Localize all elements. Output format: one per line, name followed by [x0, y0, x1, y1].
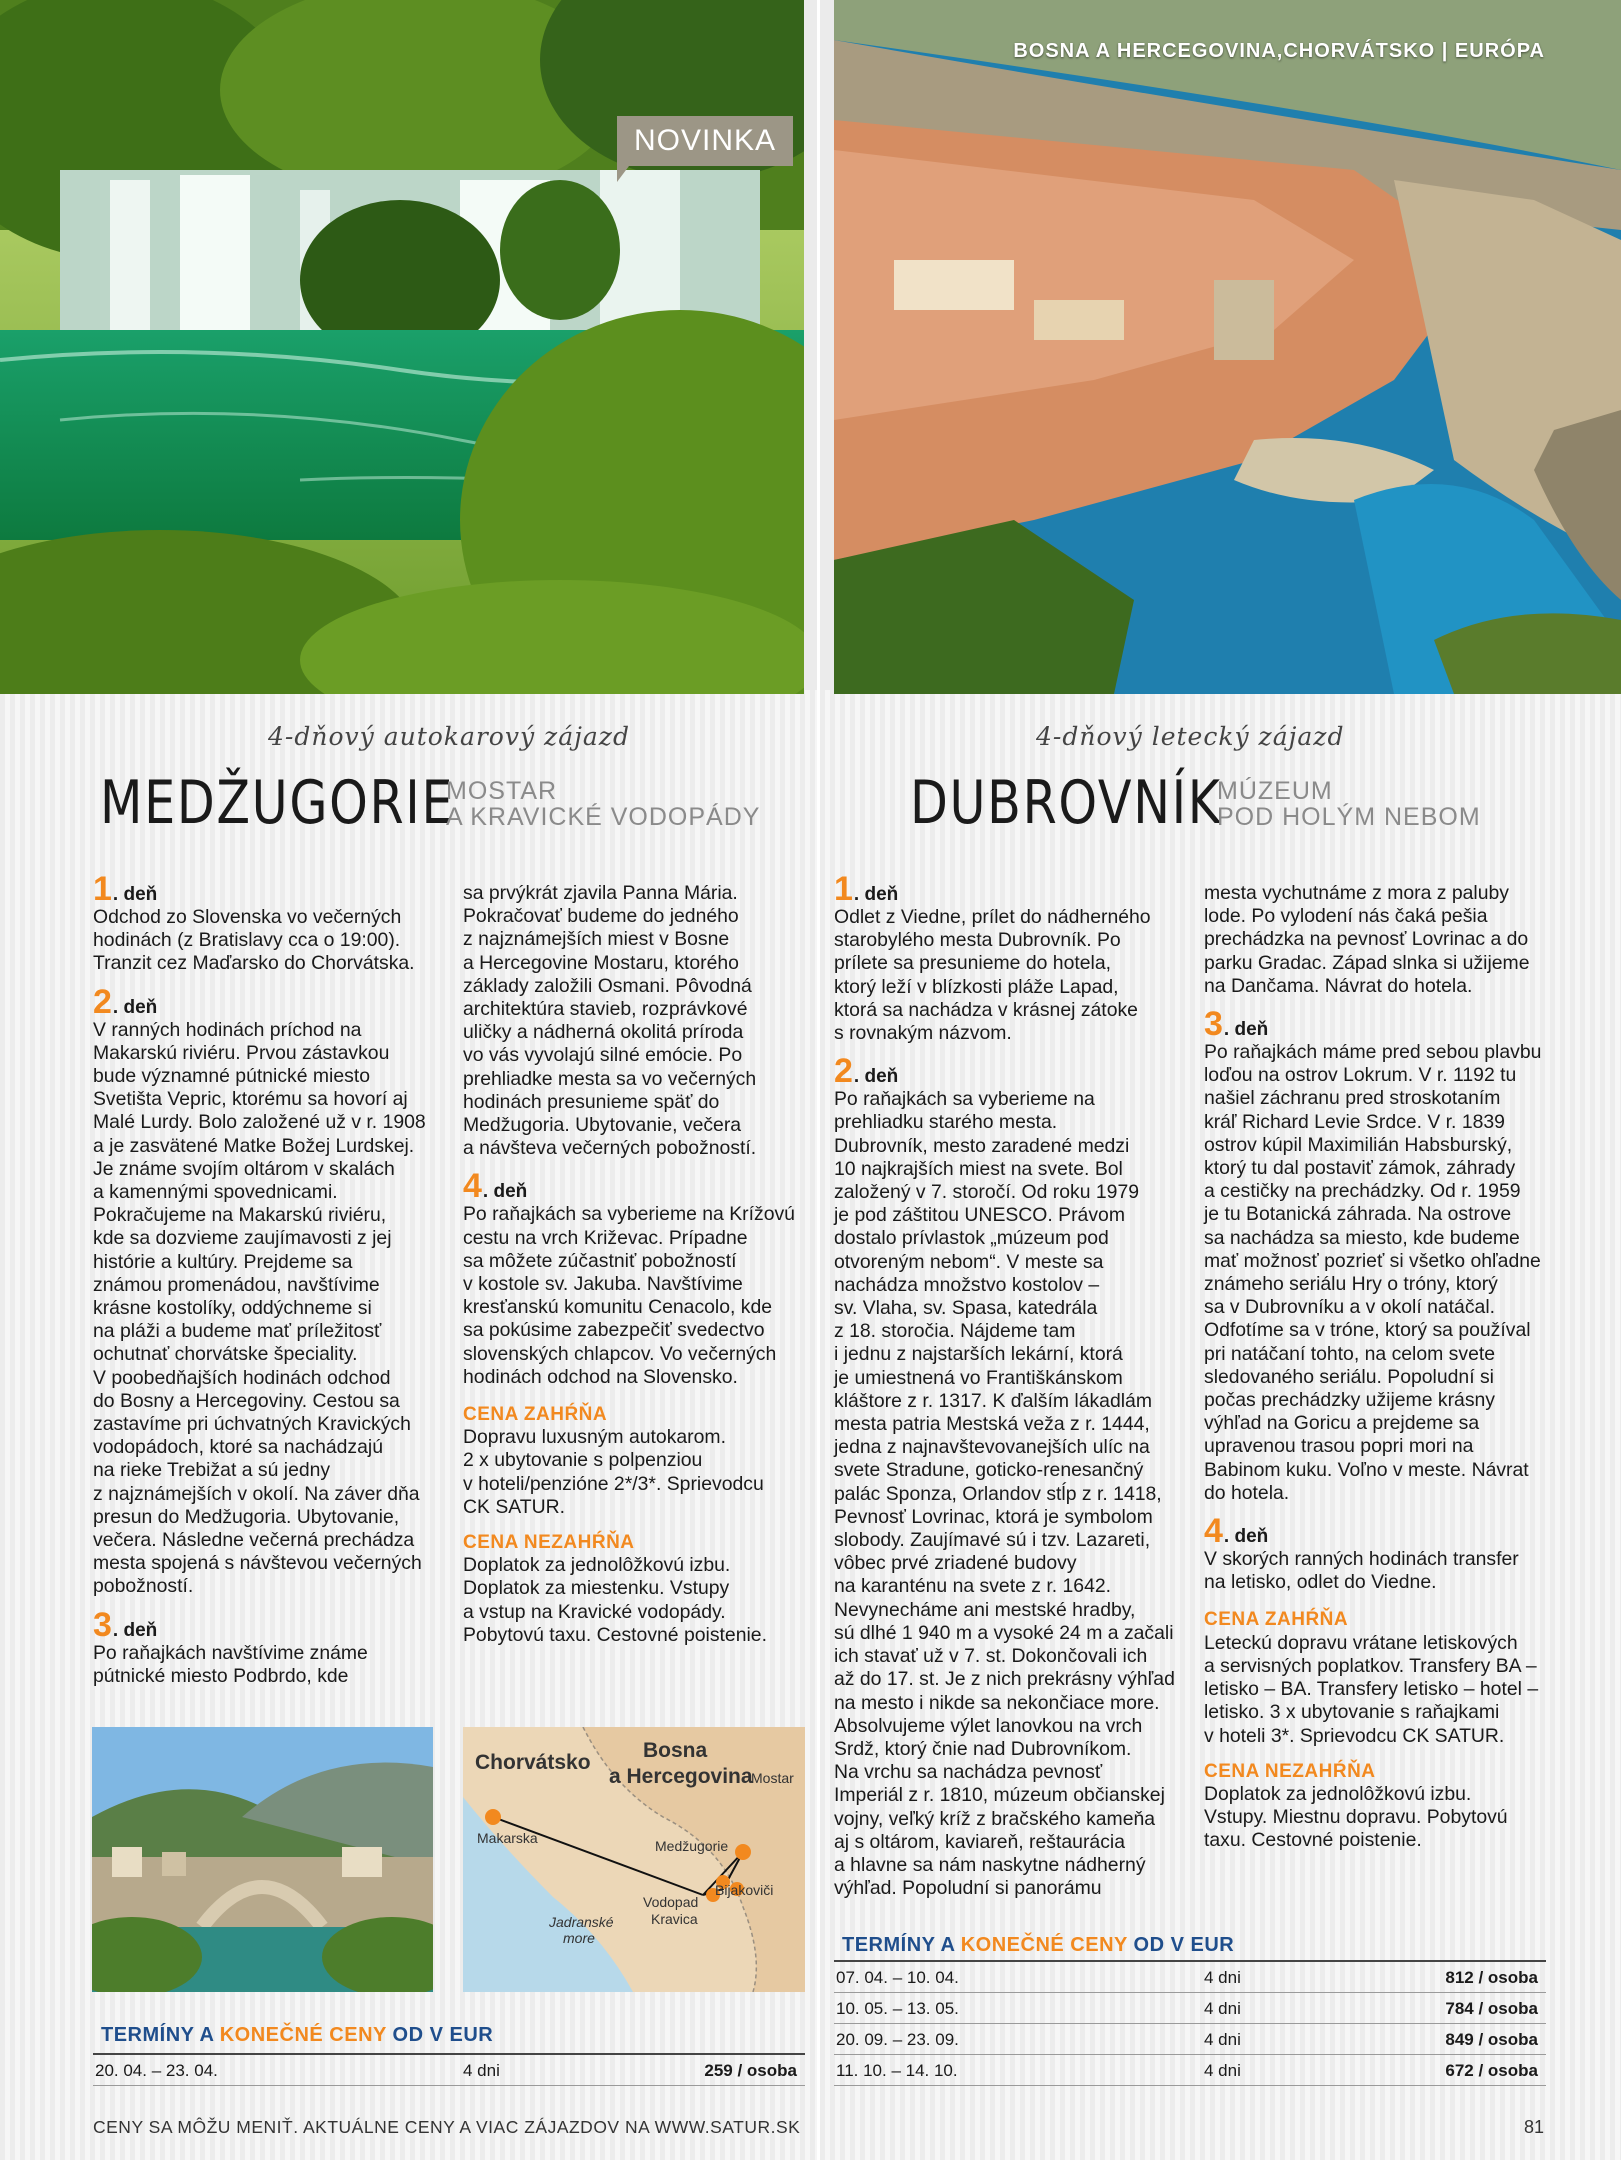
price-table-row — [834, 1993, 1546, 2024]
day-text-line: kráľ Richard Levie Srdce. V r. 1839 — [1204, 1110, 1505, 1133]
day-text-line: kláštore z r. 1317. K ďalším lákadlám — [834, 1389, 1152, 1412]
price-table-row — [834, 2055, 1546, 2086]
dubrovnik-photo — [834, 0, 1621, 694]
day-text-line: pobožností. — [93, 1575, 194, 1598]
day-text-line: sa v Dubrovníku a v okolí natáčal. — [1204, 1296, 1496, 1319]
day-text-line: založený v 7. storočí. Od roku 1979 — [834, 1181, 1140, 1204]
itinerary-text-line: Pokračovať budeme do jedného — [463, 905, 739, 928]
day-text-line: bude významné pútnické miesto — [93, 1065, 371, 1088]
price-included-line: CK SATUR. — [463, 1495, 565, 1518]
route-map — [463, 1727, 805, 1992]
day-label: . deň — [482, 1181, 528, 1203]
price-excluded-line: Doplatok za jednolôžkovú izbu. — [1204, 1782, 1472, 1805]
day-text-line: aj s oltárom, kaviareň, reštaurácia — [834, 1830, 1125, 1853]
day-text-line: výhľad na Goricu a prejdeme sa — [1204, 1412, 1480, 1435]
trip-subtitle-left: 4-dňový autokarový zájazd — [268, 722, 630, 751]
map-label-sea-2: more — [563, 1930, 595, 1946]
column-divider — [817, 0, 820, 2160]
day-text-line: slovenských chlapcov. Vo večerných — [463, 1342, 777, 1365]
map-place-medzugorie: Medžugorie — [655, 1838, 729, 1854]
day-text-line: krásne kostolíky, oddýchneme si — [93, 1297, 372, 1320]
day-text-line: Malé Lurdy. Bolo založené už v r. 1908 — [93, 1111, 426, 1134]
day-text-line: Pevnosť Lovrinac, ktorá je symbolom — [834, 1505, 1153, 1528]
day-text-line: hodinách (z Bratislavy cca o 19:00). — [93, 929, 401, 952]
day-heading — [463, 1167, 808, 1206]
price-excluded-line: Pobytovú taxu. Cestovné poistenie. — [463, 1623, 767, 1646]
map-label-sea-1: Jadranské — [549, 1914, 614, 1930]
day-number: 3 — [1204, 1005, 1223, 1044]
day-text-line: Tranzit cez Maďarsko do Chorvátska. — [93, 952, 415, 975]
day-text-line: na letisko, odlet do Viedne. — [1204, 1571, 1437, 1594]
trip-tagline-right — [1217, 778, 1481, 830]
day-text-line: sú dlhé 1 940 m a vysoké 24 m a začali — [834, 1621, 1174, 1644]
price-table-right — [834, 1960, 1546, 2086]
day-text-line: Na vrchu sa nachádza pevnosť — [834, 1761, 1103, 1784]
day-text-line: vojny, veľký kríž z bračského kameňa — [834, 1807, 1156, 1830]
day-text-line: slobody. Zaujímavé sú i tzv. Lazareti, — [834, 1529, 1151, 1552]
day-text-line: a kamennými spovednicami. — [93, 1181, 338, 1204]
itinerary-text-line: z najznámejších miest v Bosne — [463, 928, 730, 951]
trip-tagline-left — [446, 778, 760, 830]
itinerary-text-line: hodinách presunieme späť do — [463, 1090, 720, 1113]
day-text-line: známou promenádou, navštívime — [93, 1273, 380, 1296]
map-place-kravica: Kravica — [651, 1911, 698, 1927]
map-point-mostar — [735, 1844, 751, 1860]
day-text-line: loďou na ostrov Lokrum. V r. 1192 tu — [1204, 1064, 1517, 1087]
itinerary-text-line: a Hercegovine Mostaru, ktorého — [463, 951, 739, 974]
term-price: 259 / osoba — [704, 2061, 797, 2080]
term-dates: 07. 04. – 10. 04. — [836, 1968, 959, 1987]
day-text-line: 10 najkrajších miest na svete. Bol — [834, 1157, 1123, 1180]
day-text-line: je pod záštitou UNESCO. Právom — [834, 1204, 1125, 1227]
term-dates: 20. 09. – 23. 09. — [836, 2030, 959, 2049]
price-included-line: letisko – BA. Transfery letisko – hotel – — [1204, 1678, 1539, 1701]
day-text-line: a hlavne sa nám naskytne nádherný — [834, 1853, 1146, 1876]
day-text-line: počas prechádzky užijeme krásny — [1204, 1389, 1495, 1412]
term-duration: 4 dni — [1204, 2061, 1241, 2080]
price-table-row — [834, 2024, 1546, 2055]
waterfall-photo — [0, 0, 804, 694]
itinerary-text-line: mesta vychutnáme z mora z paluby — [1204, 882, 1509, 904]
day-text-line: Dubrovník, mesto zaradené medzi — [834, 1134, 1130, 1157]
trip-title-left: MEDŽUGORIE — [100, 768, 455, 838]
page-number: 81 — [1523, 2117, 1544, 2137]
day-text-line: sa pokúsime zabezpečiť svedectvo — [463, 1319, 765, 1342]
day-text-line: Nevynecháme ani mestské hradby, — [834, 1598, 1136, 1621]
day-text-line: na pláži a budeme mať príležitosť — [93, 1320, 382, 1343]
day-text-line: z 18. storočia. Nájdeme tam — [834, 1320, 1076, 1343]
itinerary-right-col-2 — [1204, 882, 1549, 1853]
price-included-line: Dopravu luxusným autokarom. — [463, 1426, 726, 1449]
term-dates: 10. 05. – 13. 05. — [836, 1999, 959, 2018]
day-text-line: Srdž, ktorý čnie nad Dubrovníkom. — [834, 1737, 1132, 1760]
day-text-line: prehliadku starého mesta. — [834, 1111, 1058, 1134]
price-included-title: CENA ZAHŔŇA — [463, 1404, 608, 1426]
day-text-line: Babinom kuku. Voľno v meste. Návrat — [1204, 1458, 1529, 1481]
day-text-line: ochutnať chorvátske špeciality. — [93, 1343, 358, 1366]
day-text-line: sledovaného seriálu. Popoludní si — [1204, 1365, 1494, 1388]
itinerary-text-line: prechádzka na pevnosť Lovrinac a do — [1204, 928, 1529, 951]
term-duration: 4 dni — [1204, 1999, 1241, 2018]
price-excluded-line: a vstup na Kravické vodopády. — [463, 1600, 726, 1623]
term-duration: 4 dni — [1204, 1968, 1241, 1987]
day-text-line: palác Sponza, Orlandov stĺp z r. 1418, — [834, 1482, 1162, 1505]
day-text-line: zastavíme pri úchvatných Kravických — [93, 1413, 411, 1436]
price-excluded-title: CENA NEZAHŔŇA — [1204, 1760, 1376, 1782]
day-heading — [834, 1052, 1179, 1091]
day-number: 4 — [463, 1167, 482, 1206]
price-included-line: 2 x ubytovanie s polpenziou — [463, 1449, 703, 1472]
day-text-line: do hotela. — [1204, 1481, 1290, 1504]
map-place-vodopad: Vodopad — [643, 1894, 699, 1910]
term-price: 672 / osoba — [1445, 2061, 1538, 2080]
itinerary-text-line: Medžugoria. Ubytovanie, večera — [463, 1114, 742, 1137]
day-number: 4 — [1204, 1512, 1223, 1551]
day-text-line: dostalo prívlastok „múzeum pod — [834, 1227, 1109, 1250]
day-text-line: V skorých ranných hodinách transfer — [1204, 1548, 1519, 1571]
term-duration: 4 dni — [463, 2061, 500, 2080]
day-text-line: ich stavať už v 7. st. Dokončovali ich — [834, 1645, 1148, 1668]
day-text-line: našiel záchranu pred stroskotaním — [1204, 1087, 1501, 1110]
day-text-line: nachádza množstvo kostolov – — [834, 1273, 1100, 1296]
day-heading — [1204, 1512, 1549, 1551]
day-text-line: i jednu z najstarších lekární, ktorá — [834, 1343, 1123, 1366]
day-text-line: pútnické miesto Podbrdo, kde — [93, 1664, 349, 1687]
day-text-line: histórie a kultúry. Prejdeme sa — [93, 1250, 353, 1273]
price-excluded-line: Vstupy. Miestnu dopravu. Pobytovú — [1204, 1806, 1508, 1829]
day-text-line: V poobedňajších hodinách odchod — [93, 1366, 391, 1389]
day-text-line: Absolvujeme výlet lanovkou na vrch — [834, 1714, 1143, 1737]
day-text-line: Pokračujeme na Makarskú riviéru, — [93, 1204, 387, 1227]
itinerary-text-line: parku Gradac. Západ slnka si užijeme — [1204, 951, 1530, 974]
day-number: 2 — [834, 1052, 853, 1091]
term-duration: 4 dni — [1204, 2030, 1241, 2049]
day-text-line: Je známe svojím oltárom v skalách — [93, 1157, 395, 1180]
day-heading — [93, 982, 443, 1021]
map-place-bijakovici: Bijakoviči — [715, 1882, 774, 1898]
term-price: 849 / osoba — [1445, 2030, 1538, 2049]
day-text-line: do Bosny a Hercegoviny. Cestou sa — [93, 1389, 400, 1412]
day-text-line: Po raňajkách máme pred sebou plavbu — [1204, 1041, 1542, 1064]
day-text-line: svete Stradune, goticko-renesančný — [834, 1459, 1144, 1482]
day-text-line: Makarskú riviéru. Prvou zástavkou — [93, 1041, 390, 1064]
price-included-line: v hoteli 3*. Sprievodcu CK SATUR. — [1204, 1724, 1505, 1747]
day-text-line: a je zasvätené Matke Božej Lurdskej. — [93, 1134, 415, 1157]
tagline-line-2: POD HOLÝM NEBOM — [1217, 803, 1481, 831]
map-label-croatia: Chorvátsko — [475, 1751, 591, 1774]
itinerary-text-line: sa prvýkrát zjavila Panna Mária. — [463, 882, 738, 904]
term-dates: 11. 10. – 14. 10. — [836, 2061, 958, 2080]
day-text-line: na rieke Trebižat a sú jedny — [93, 1459, 331, 1482]
day-text-line: Odfotíme sa v tróne, ktorý sa používal — [1204, 1319, 1531, 1342]
trip-title-right: DUBROVNÍK — [910, 768, 1222, 838]
day-number: 1 — [93, 870, 112, 908]
day-text-line: mať možnosť pozrieť si všetko ohľadne — [1204, 1249, 1541, 1272]
day-label: . deň — [853, 1066, 899, 1088]
day-number: 3 — [93, 1605, 112, 1644]
price-table-left — [93, 2053, 805, 2086]
day-text-line: cestu na vrch Križevac. Prípadne — [463, 1226, 748, 1249]
term-dates: 20. 04. – 23. 04. — [95, 2061, 218, 2080]
map-place-makarska: Makarska — [477, 1830, 538, 1846]
map-label-bosnia-1: Bosna — [643, 1739, 708, 1762]
itinerary-text-line: architektúra stavieb, rozprávkové — [463, 998, 748, 1021]
map-place-mostar: Mostar — [751, 1770, 794, 1786]
day-text-line: Imperiál z r. 1810, múzeum občianskej — [834, 1784, 1165, 1807]
day-text-line: jedna z najnavštevovanejších ulíc na — [834, 1436, 1150, 1459]
term-price: 812 / osoba — [1445, 1968, 1538, 1987]
day-number: 2 — [93, 982, 112, 1021]
day-text-line: a cestičky na prechádzky. Od r. 1959 — [1204, 1180, 1521, 1203]
price-table-row — [834, 1960, 1546, 1993]
terms-title-left: TERMÍNY A KONEČNÉ CENY OD V EUR — [101, 2024, 494, 2046]
day-text-line: Svetišta Vepric, ktorému sa hovorí aj — [93, 1088, 408, 1111]
day-heading — [93, 1605, 443, 1644]
day-text-line: sv. Vlaha, sv. Spasa, katedrála — [834, 1297, 1098, 1320]
price-excluded-line: taxu. Cestovné poistenie. — [1204, 1829, 1422, 1852]
day-text-line: presun do Medžugoria. Ubytovanie, — [93, 1505, 400, 1528]
day-text-line: ostrov kúpil Maximilián Habsburský, — [1204, 1133, 1513, 1156]
trip-subtitle-right: 4-dňový letecký zájazd — [1036, 722, 1345, 751]
price-excluded-line: Doplatok za miestenku. Vstupy — [463, 1577, 730, 1600]
price-included-line: v hoteli/penzióne 2*/3*. Sprievodcu — [463, 1472, 764, 1495]
day-heading — [1204, 1005, 1549, 1044]
day-label: . deň — [112, 884, 158, 905]
price-included-line: Leteckú dopravu vrátane letiskových — [1204, 1631, 1518, 1654]
day-label: . deň — [112, 996, 158, 1018]
day-number: 1 — [834, 870, 853, 908]
price-included-line: letisko. 3 x ubytovanie s raňajkami — [1204, 1701, 1500, 1724]
itinerary-right-col-1 — [834, 872, 1179, 1900]
day-text-line: pri natáčaní tohto, na celom svete — [1204, 1342, 1496, 1365]
itinerary-text-line: základy založili Osmani. Pôvodná — [463, 974, 752, 997]
mostar-photo — [92, 1727, 433, 1992]
day-text-line: výhľad. Popoludní si panorámu — [834, 1877, 1102, 1900]
day-text-line: V ranných hodinách príchod na — [93, 1018, 362, 1041]
day-label: . deň — [1223, 1019, 1269, 1041]
day-text-line: je tu Botanická záhrada. Na ostrove — [1204, 1203, 1512, 1226]
new-badge: NOVINKA — [617, 116, 793, 166]
terms-title-right: TERMÍNY A KONEČNÉ CENY OD V EUR — [842, 1934, 1235, 1956]
tagline-line-1: MÚZEUM — [1217, 777, 1333, 805]
day-text-line: otvoreným nebom“. V meste sa — [834, 1250, 1104, 1273]
day-text-line: Po raňajkách sa vyberieme na Krížovú — [463, 1203, 795, 1226]
itinerary-text-line: a návšteva večerných pobožností. — [463, 1137, 757, 1160]
breadcrumb: BOSNA A HERCEGOVINA,CHORVÁTSKO | EURÓPA — [1013, 40, 1545, 62]
footer-note: CENY SA MÔŽU MENIŤ. AKTUÁLNE CENY A VIAC ZÁJAZDOV NA WWW.SATUR.SK — [93, 2117, 801, 2137]
day-text-line: mesta spojená s návštevou večerných — [93, 1552, 422, 1575]
day-label: . deň — [112, 1619, 158, 1641]
itinerary-text-line: lode. Po vylodení nás čaká pešia — [1204, 905, 1488, 928]
itinerary-text-line: uličky a nádherná okolitá príroda — [463, 1021, 744, 1044]
itinerary-text-line: prehliadke mesta sa vo večerných — [463, 1067, 757, 1090]
itinerary-text-line: na Dančama. Návrat do hotela. — [1204, 974, 1473, 997]
day-heading — [834, 872, 1179, 906]
day-text-line: na mesto i nikde sa nekončiace more. — [834, 1691, 1160, 1714]
day-text-line: Po raňajkách navštívime známe — [93, 1641, 368, 1664]
day-text-line: večera. Následne večerná prechádza — [93, 1529, 415, 1552]
day-text-line: Po raňajkách sa vyberieme na — [834, 1088, 1095, 1111]
day-text-line: starobylého mesta Dubrovník. Po — [834, 929, 1121, 952]
day-text-line: Odchod zo Slovenska vo večerných — [93, 906, 402, 928]
day-text-line: sa nachádza sa miesto, kde budeme — [1204, 1226, 1520, 1249]
tagline-line-1: MOSTAR — [446, 777, 558, 805]
day-text-line: kresťanskú komunitu Cenacolo, kde — [463, 1296, 773, 1319]
day-text-line: upravenou trasou popri mori na — [1204, 1435, 1474, 1458]
day-text-line: v kostole sv. Jakuba. Navštívime — [463, 1273, 743, 1296]
day-heading — [93, 872, 443, 906]
day-text-line: sa môžete zúčastniť pobožností — [463, 1249, 737, 1272]
day-text-line: s rovnakým názvom. — [834, 1022, 1012, 1045]
itinerary-left-col-2 — [463, 882, 808, 1647]
tagline-line-2: A KRAVICKÉ VODOPÁDY — [446, 803, 761, 831]
itinerary-text-line: vo vás vyvolajú silné emócie. Po — [463, 1044, 743, 1067]
day-label: . deň — [1223, 1526, 1269, 1548]
term-price: 784 / osoba — [1445, 1999, 1538, 2018]
price-excluded-title: CENA NEZAHŔŇA — [463, 1532, 635, 1554]
day-text-line: až do 17. st. Je z nich prekrásny výhľad — [834, 1668, 1175, 1691]
day-text-line: prílete sa presunieme do hotela, — [834, 952, 1112, 975]
day-text-line: ktorá sa nachádza v krásnej zátoke — [834, 998, 1138, 1021]
day-text-line: ktorý leží v blízkosti pláže Lapad, — [834, 975, 1119, 998]
price-table-row — [93, 2053, 805, 2086]
map-point-makarska — [485, 1809, 501, 1825]
day-text-line: kde sa dozvieme zaujímavosti z jej — [93, 1227, 392, 1250]
day-text-line: známeho seriálu Hry o tróny, ktorý — [1204, 1273, 1498, 1296]
day-text-line: hodinách odchod na Slovensko. — [463, 1365, 738, 1388]
day-text-line: z najznámejších v okolí. Na záver dňa — [93, 1482, 420, 1505]
price-excluded-line: Doplatok za jednolôžkovú izbu. — [463, 1554, 731, 1577]
price-included-title: CENA ZAHŔŇA — [1204, 1609, 1349, 1631]
day-text-line: je umiestnená vo Františkánskom — [834, 1366, 1123, 1389]
day-label: . deň — [853, 884, 899, 905]
day-text-line: mesta patria Mestská veža z r. 1444, — [834, 1413, 1150, 1436]
day-text-line: vôbec prvé zriadené budovy — [834, 1552, 1077, 1575]
itinerary-left-col-1 — [93, 872, 443, 1688]
day-text-line: vodopádoch, ktoré sa nachádzajú — [93, 1436, 383, 1459]
day-text-line: ktorý tu dal postaviť zámok, záhrady — [1204, 1157, 1516, 1180]
day-text-line: Odlet z Viedne, prílet do nádherného — [834, 906, 1151, 928]
day-text-line: na karanténu na svete z r. 1642. — [834, 1575, 1112, 1598]
price-included-line: a servisných poplatkov. Transfery BA – — [1204, 1654, 1537, 1677]
map-label-bosnia-2: a Hercegovina — [609, 1765, 753, 1788]
